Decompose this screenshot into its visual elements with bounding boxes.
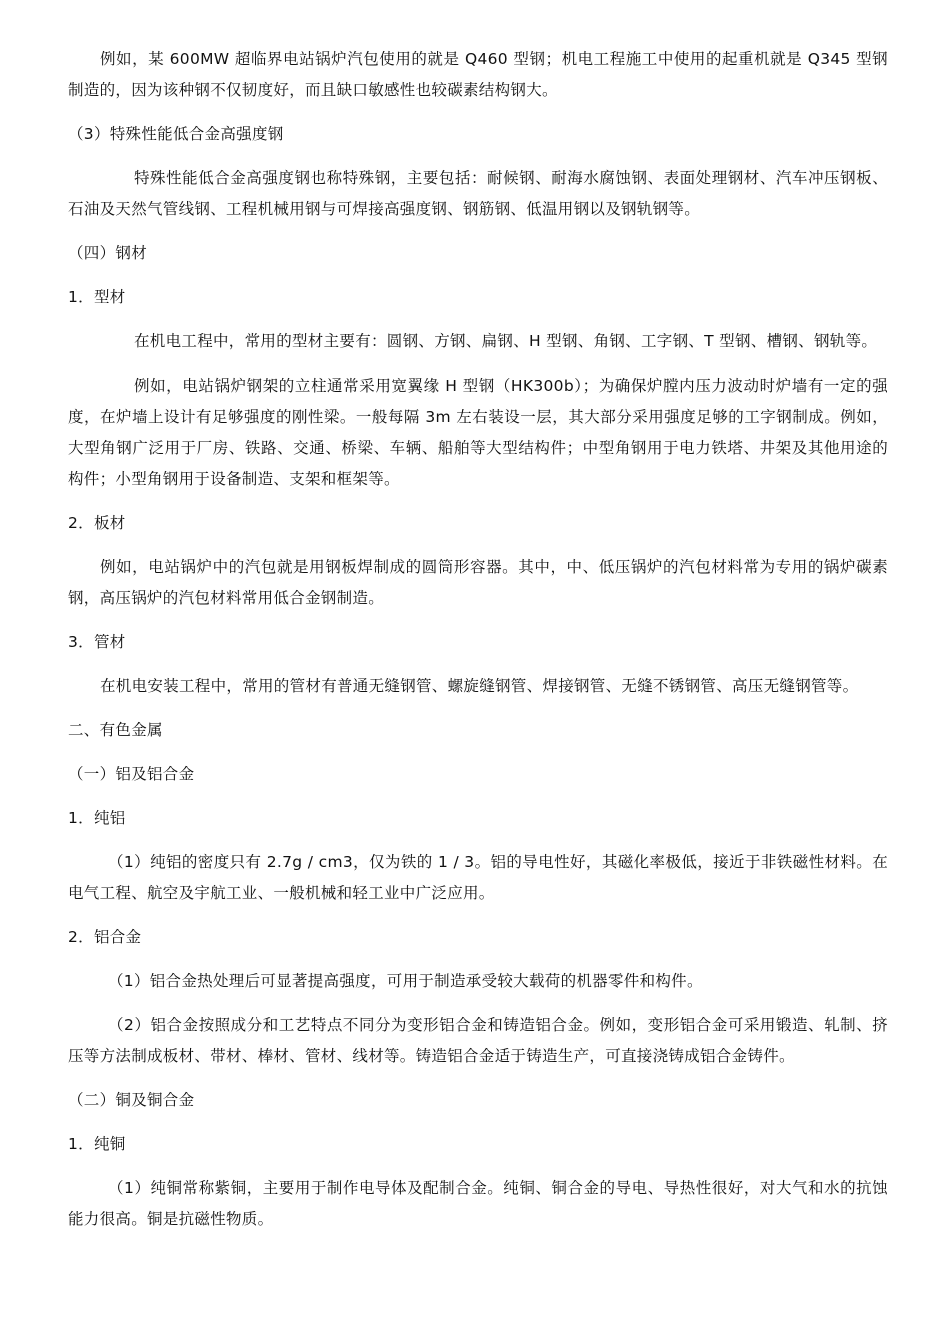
paragraph-plates: 例如，电站锅炉中的汽包就是用钢板焊制成的圆筒形容器。其中，中、低压锅炉的汽包材料常为专用的锅炉碳素钢，高压锅炉的汽包材料常用低合金钢制造。 [68, 558, 888, 607]
paragraph-sections: 在机电工程中，常用的型材主要有：圆钢、方钢、扁钢、H 型钢、角钢、工字钢、T 型钢、槽钢、钢轨等。 [134, 332, 878, 350]
paragraph-special-steel: 特殊性能低合金高强度钢也称特殊钢，主要包括：耐候钢、耐海水腐蚀钢、表面处理钢材、汽车冲压钢板、石油及天然气管线钢、工程机械用钢与可焊接高强度钢、钢筋钢、低温用钢以及钢轨钢等。 [68, 169, 888, 218]
heading-sections: 1．型材 [68, 288, 126, 306]
paragraph-sections-example: 例如，电站锅炉钢架的立柱通常采用宽翼缘 H 型钢（HK300b）；为确保炉膛内压力波动时炉墙有一定的强度，在炉墙上设计有足够强度的刚性梁。一般每隔 3m 左右装设一层，其大部分采用强度足够的工字钢制成。例如，大型角钢广泛用于厂房、铁路、交通、桥梁、车辆、船舶等大型结构件；中型角钢用于电力铁塔、井架及其他用途的构件；小型角钢用于设备制造、支架和框架等。 [68, 377, 888, 488]
paragraph-pipes: 在机电安装工程中，常用的管材有普通无缝钢管、螺旋缝钢管、焊接钢管、无缝不锈钢管、高压无缝钢管等。 [100, 677, 859, 695]
paragraph-pure-aluminum: （1）纯铝的密度只有 2.7g / cm3，仅为铁的 1 / 3。铝的导电性好，其磁化率极低，接近于非铁磁性材料。在电气工程、航空及宇航工业、一般机械和轻工业中广泛应用。 [68, 853, 888, 902]
heading-pure-copper: 1．纯铜 [68, 1135, 126, 1153]
paragraph-aluminum-alloy-1: （1）铝合金热处理后可显著提高强度，可用于制造承受较大载荷的机器零件和构件。 [108, 972, 703, 990]
heading-special-steel: （3）特殊性能低合金高强度钢 [68, 125, 284, 143]
heading-pure-aluminum: 1．纯铝 [68, 809, 126, 827]
heading-pipes: 3．管材 [68, 633, 126, 651]
heading-aluminum: （一）铝及铝合金 [68, 765, 195, 783]
paragraph-aluminum-alloy-2: （2）铝合金按照成分和工艺特点不同分为变形铝合金和铸造铝合金。例如，变形铝合金可采用锻造、轧制、挤压等方法制成板材、带材、棒材、管材、线材等。铸造铝合金适于铸造生产，可直接浇铸成铝合金铸件。 [68, 1016, 888, 1065]
heading-nonferrous: 二、有色金属 [68, 721, 163, 739]
paragraph-pure-copper: （1）纯铜常称紫铜，主要用于制作电导体及配制合金。纯铜、铜合金的导电、导热性很好，对大气和水的抗蚀能力很高。铜是抗磁性物质。 [68, 1179, 888, 1228]
heading-copper: （二）铜及铜合金 [68, 1091, 195, 1109]
paragraph-q460-example: 例如，某 600MW 超临界电站锅炉汽包使用的就是 Q460 型钢；机电工程施工中使用的起重机就是 Q345 型钢制造的，因为该种钢不仅韧度好，而且缺口敏感性也较碳素结构钢大。 [68, 50, 888, 99]
heading-aluminum-alloy: 2．铝合金 [68, 928, 142, 946]
heading-plates: 2．板材 [68, 514, 126, 532]
heading-steel-products: （四）钢材 [68, 244, 148, 262]
